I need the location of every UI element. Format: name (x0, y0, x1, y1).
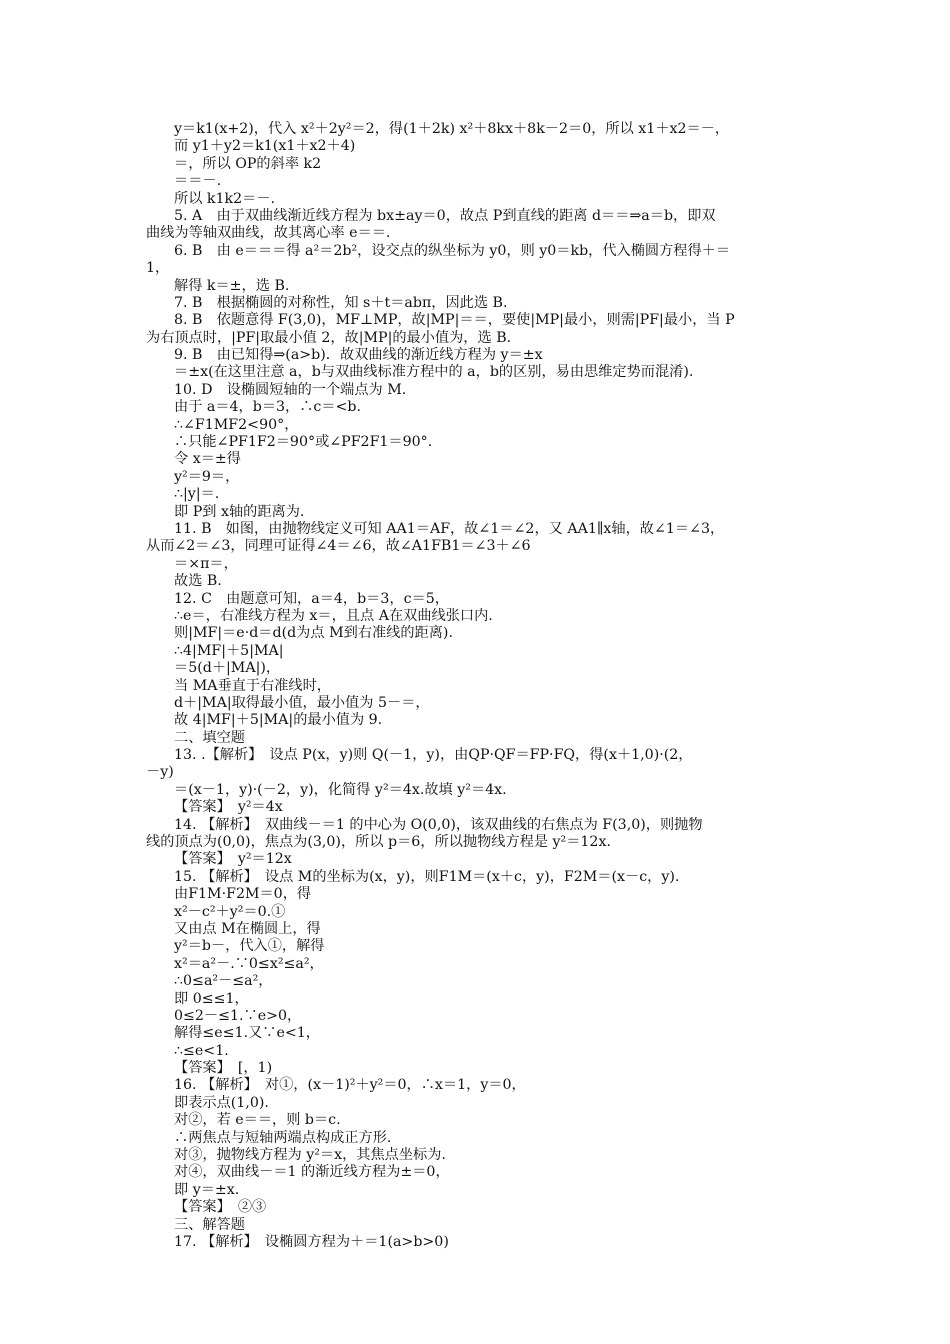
text-line: ∴∠F1MF2<90°， (174, 416, 299, 433)
answer-line: 【答案】 ②③ (174, 1199, 267, 1216)
text-line: 即表示点(1,0). (174, 1094, 269, 1111)
text-line: 13. .【解析】 设点 P(x，y)则 Q(－1，y)，由QP·QF＝FP·FQ，得(x＋1,0)·(2， (174, 747, 693, 764)
text-line: y²＝9＝， (174, 468, 240, 485)
text-line: ＝±x(在这里注意 a，b与双曲线标准方程中的 a，b的区别，易由思维定势而混淆). (174, 364, 694, 381)
text-line: 即 y＝±x. (174, 1181, 240, 1198)
text-line: 故 4|MF|＋5|MA|的最小值为 9. (174, 712, 383, 729)
text-line: 16. 【解析】 对①，(x－1)²＋y²＝0，∴x＝1，y＝0， (174, 1077, 526, 1094)
answer-line: 【答案】 [，1) (174, 1060, 273, 1077)
text-line: ∴0≤a²－≤a²， (174, 973, 273, 990)
text-line: 对④，双曲线－＝1 的渐近线方程为±＝0， (174, 1164, 450, 1181)
text-line: 为右顶点时，|PF|取最小值 2，故|MP|的最小值为，选 B. (146, 329, 512, 346)
text-line: 解得 k＝±，选 B. (174, 277, 290, 294)
text-line: 令 x＝±得 (174, 451, 241, 468)
text-line: 11. B 如图，由抛物线定义可知 AA1＝AF，故∠1＝∠2，又 AA1∥x轴，故∠1＝∠3， (174, 520, 725, 537)
text-line: 15. 【解析】 设点 M的坐标为(x，y)，则F1M＝(x＋c，y)，F2M＝(x－c，y). (174, 868, 680, 885)
text-line: ＝(x－1，y)·(－2，y)，化简得 y²＝4x.故填 y²＝4x. (174, 781, 507, 798)
text-line: 7. B 根据椭圆的对称性，知 s＋t＝abπ，因此选 B. (174, 294, 508, 311)
text-line: ∴e＝，右准线方程为 x＝，且点 A在双曲线张口内. (174, 607, 493, 624)
text-line: ＝×π＝， (174, 555, 238, 572)
text-line: 由于 a＝4，b＝3，∴c＝<b. (174, 399, 362, 416)
text-line: 曲线为等轴双曲线，故其离心率 e＝＝. (146, 225, 391, 242)
text-line: 0≤2－≤1.∵e>0， (174, 1007, 302, 1024)
text-line: ＝，所以 OP的斜率 k2 (174, 155, 322, 172)
text-line: 所以 k1k2＝－. (174, 190, 276, 207)
text-line: 14. 【解析】 双曲线－＝1 的中心为 O(0,0)，该双曲线的右焦点为 F(3,0)，则抛物 (174, 816, 703, 833)
text-line: 由F1M·F2M＝0，得 (174, 886, 312, 903)
text-line: ∴|y|＝. (174, 486, 220, 503)
text-line: d＋|MA|取得最小值，最小值为 5－＝， (174, 694, 430, 711)
solution-text (146, 121, 810, 1251)
text-line: 即 P到 x轴的距离为. (174, 503, 305, 520)
answer-line: 【答案】 y²＝4x (174, 799, 283, 816)
text-line: 1， (146, 260, 170, 277)
text-line: 从而∠2＝∠3，同理可证得∠4＝∠6，故∠A1FB1＝∠3＋∠6 (146, 538, 531, 555)
text-line: ∴只能∠PF1F2＝90°或∠PF2F1＝90°． (174, 434, 442, 451)
text-line: 对③，抛物线方程为 y²＝x，其焦点坐标为. (174, 1147, 446, 1164)
text-line: ＝5(d＋|MA|)， (174, 660, 281, 677)
text-line: 而 y1＋y2＝k1(x1＋x2＋4) (174, 138, 356, 155)
section-heading: 三、解答题 (174, 1216, 245, 1233)
text-line: 即 0≤≤1， (174, 990, 249, 1007)
text-line: 9. B 由已知得⇒(a>b)．故双曲线的渐近线方程为 y＝±x (174, 347, 543, 364)
text-line: 12. C 由题意可知，a＝4，b＝3，c＝5， (174, 590, 449, 607)
text-line: 17. 【解析】 设椭圆方程为＋＝1(a>b>0) (174, 1234, 449, 1250)
text-line: ＝＝－. (174, 173, 222, 190)
text-line: ∴4|MF|＋5|MA| (174, 642, 284, 659)
text-line: 解得≤e≤1.又∵e<1， (174, 1025, 320, 1042)
text-line: y＝k1(x+2)，代入 x²＋2y²＝2，得(1＋2k) x²＋8kx＋8k－2＝0，所以 x1＋x2＝－， (174, 121, 730, 137)
text-line: 10. D 设椭圆短轴的一个端点为 M. (174, 381, 407, 398)
text-line: x²＝a²－.∵0≤x²≤a²， (174, 955, 324, 972)
text-line: y²＝b－，代入①，解得 (174, 938, 325, 955)
text-line: 故选 B. (174, 573, 222, 590)
text-line: 线的顶点为(0,0)，焦点为(3,0)，所以 p＝6，所以抛物线方程是 y²＝12x. (146, 834, 611, 851)
text-line: 5. A 由于双曲线渐近线方程为 bx±ay＝0，故点 P到直线的距离 d＝＝⇒a＝b，即双 (174, 207, 716, 224)
text-line: 则|MF|＝e·d＝d(d为点 M到右准线的距离). (174, 625, 453, 642)
text-line: 又由点 M在椭圆上，得 (174, 920, 321, 937)
text-line: 对②，若 e＝＝，则 b＝c. (174, 1112, 341, 1129)
text-line: x²－c²＋y²＝0.① (174, 903, 286, 920)
text-line: ∴两焦点与短轴两端点构成正方形. (174, 1129, 392, 1146)
text-line: 8. B 依题意得 F(3,0)，MF⊥MP，故|MP|＝＝，要使|MP|最小，则需|PF|最小，当 P (174, 312, 735, 329)
answer-line: 【答案】 y²＝12x (174, 851, 292, 868)
text-line: 6. B 由 e＝＝＝得 a²＝2b²，设交点的纵坐标为 y0，则 y0＝kb，代入椭圆方程得＋＝ (174, 242, 731, 259)
text-line: －y) (146, 764, 174, 781)
section-heading: 二、填空题 (174, 729, 245, 746)
text-line: 当 MA垂直于右准线时， (174, 677, 331, 694)
text-line: ∴≤e<1. (174, 1042, 229, 1059)
